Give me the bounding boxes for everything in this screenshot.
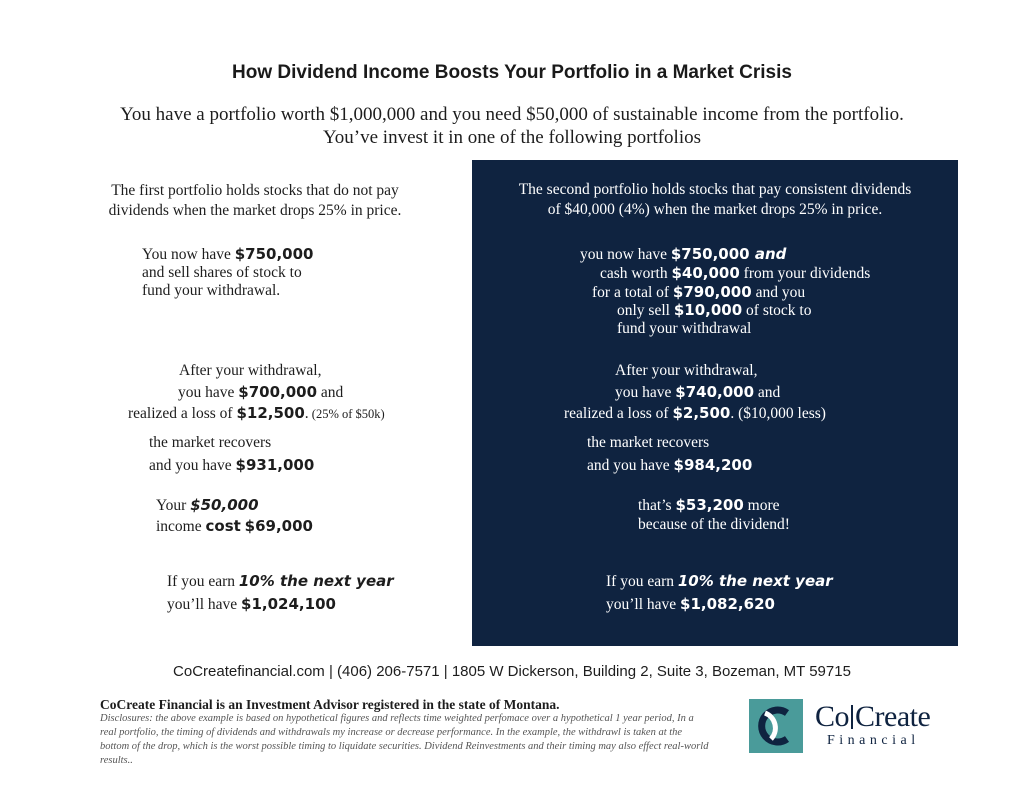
left-after-amount: $700,000 — [238, 383, 318, 401]
right-more-line-2: because of the dividend! — [638, 516, 790, 533]
right-recover-line-1: the market recovers — [587, 434, 710, 451]
right-earn-pct: 10% the next year — [677, 572, 833, 590]
right-after-amount: $740,000 — [675, 383, 755, 401]
dividend-portfolio-panel — [472, 160, 958, 646]
right-more-amount: $53,200 — [675, 496, 744, 514]
left-earn-line-1: If you earn 10% the next year — [167, 572, 394, 590]
left-heading-line-2: dividends when the market drops 25% in price. — [108, 202, 402, 219]
left-cost-word: cost — [205, 517, 241, 535]
left-cost-amount: $69,000 — [244, 517, 313, 535]
left-cost-income: $50,000 — [190, 496, 259, 514]
right-more-line-1: that’s $53,200 more — [638, 496, 780, 514]
left-now-line-2: and sell shares of stock to — [142, 264, 302, 281]
right-now-amount: $750,000 — [670, 245, 750, 263]
left-loss-note: (25% of $50k) — [308, 407, 385, 421]
right-after-line-2: you have $740,000 and — [615, 383, 781, 401]
right-heading — [472, 180, 958, 220]
right-heading-line-1: The second portfolio holds stocks that pay consistent dividends — [518, 181, 912, 198]
logo-divider — [851, 705, 853, 729]
left-now-block — [142, 245, 314, 300]
left-earn-line-2: you’ll have $1,024,100 — [167, 595, 336, 613]
right-heading-line-2: of $40,000 (4%) when the market drops 25% in price. — [547, 201, 883, 218]
left-heading — [70, 181, 440, 221]
left-earn-amount: $1,024,100 — [241, 595, 336, 613]
left-heading-line-1: The first portfolio holds stocks that do not pay — [111, 182, 399, 199]
right-recover-amount: $984,200 — [673, 456, 753, 474]
logo-subtitle: Financial — [827, 733, 920, 748]
page-title: How Dividend Income Boosts Your Portfolio in a Market Crisis — [232, 62, 792, 83]
left-recover-amount: $931,000 — [235, 456, 315, 474]
left-recover-line-2: and you have $931,000 — [149, 456, 315, 474]
left-loss-amount: $12,500 — [236, 404, 305, 422]
left-cost-line-2: income cost $69,000 — [156, 517, 313, 535]
right-now-line: you now have $750,000 and — [580, 245, 787, 263]
contact-line: CoCreatefinancial.com | (406) 206-7571 | 1805 W Dickerson, Building 2, Suite 3, Bozeman, MT 59715 — [173, 663, 851, 680]
disclosure-text: Disclosures: the above example is based on hypothetical figures and reflects time weighted perfomace over a hypothetical 1 year period, In a real portfolio, the timing of dividends and withdrawals my increase or decrease performance. In the example, the withdrawl is taken at the bottom of the drop, which is the worst possible timing to liquidate securities. Dividend Reinvestments and their timing may also effect real-world results.. — [100, 713, 709, 766]
right-earn-line-1: If you earn 10% the next year — [606, 572, 833, 590]
left-after-line-1: After your withdrawal, — [179, 362, 322, 379]
left-earn-pct: 10% the next year — [238, 572, 394, 590]
right-total-line: for a total of $790,000 and you — [592, 283, 806, 301]
intro-text — [0, 103, 1024, 149]
right-loss-amount: $2,500 — [672, 404, 731, 422]
right-loss-line: realized a loss of $2,500. ($10,000 less) — [564, 404, 826, 422]
left-recover-line-1: the market recovers — [149, 434, 272, 451]
right-total-amount: $790,000 — [672, 283, 752, 301]
left-now-amount: $750,000 — [234, 245, 314, 263]
right-sell-line: only sell $10,000 of stock to — [617, 301, 812, 319]
right-earn-line-2: you’ll have $1,082,620 — [606, 595, 775, 613]
left-loss-line: realized a loss of $12,500. (25% of $50k) — [128, 404, 385, 422]
right-sell-line-2: fund your withdrawal — [617, 320, 752, 337]
right-recover-line-2: and you have $984,200 — [587, 456, 753, 474]
right-sell-amount: $10,000 — [673, 301, 743, 319]
intro-line-2: You’ve invest it in one of the following portfolios — [322, 127, 702, 148]
left-cost-line-1: Your $50,000 — [156, 496, 259, 514]
left-after-line-2: you have $700,000 and — [178, 383, 344, 401]
intro-line-1: You have a portfolio worth $1,000,000 and you need $50,000 of sustainable income from the portfolio. — [120, 104, 904, 125]
registration-note: CoCreate Financial is an Investment Advisor registered in the state of Montana. — [100, 697, 560, 712]
right-cash-amount: $40,000 — [671, 264, 740, 282]
left-now-line-1: You now have $750,000 — [142, 245, 314, 263]
logo-wordmark: Co Create — [815, 700, 931, 733]
cocreate-logo-icon — [749, 699, 803, 753]
right-earn-amount: $1,082,620 — [680, 595, 775, 613]
left-now-line-3: fund your withdrawal. — [142, 282, 281, 299]
right-after-line-1: After your withdrawal, — [615, 362, 758, 379]
right-cash-line: cash worth $40,000 from your dividends — [600, 264, 871, 282]
